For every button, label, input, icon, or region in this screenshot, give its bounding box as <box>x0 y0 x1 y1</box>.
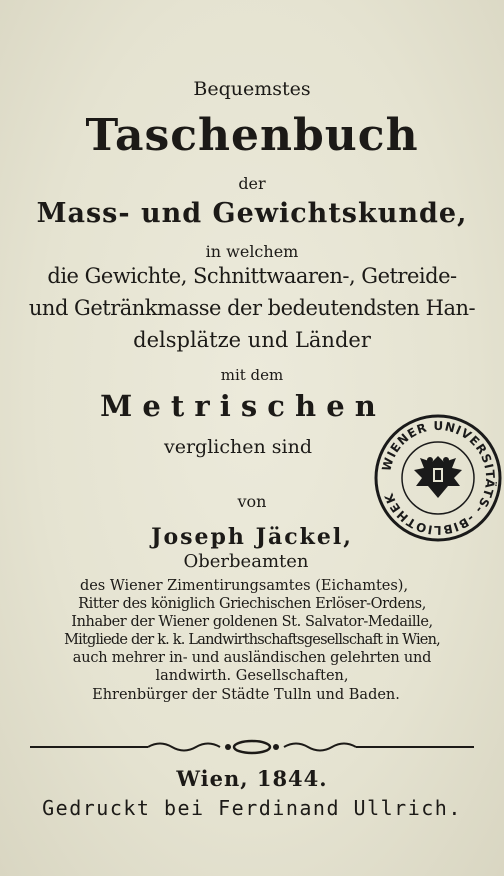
text-in-welchem: in welchem <box>205 242 299 261</box>
ornamental-separator <box>30 737 474 757</box>
printer-line: Gedruckt bei Ferdinand Ullrich. <box>42 796 462 820</box>
main-title: Taschenbuch <box>85 110 419 161</box>
text-mit-dem: mit dem <box>220 366 284 384</box>
metrischen-heading: M e t r i s c h e n <box>100 389 376 423</box>
desc-auch: auch mehrer in- und ausländischen gelehrten und <box>72 650 432 666</box>
desc-ritter: Ritter des königlich Griechischen Erlöser-Ordens, <box>78 596 426 612</box>
place-year: Wien, 1844. <box>176 766 328 791</box>
subject-title: Mass- und Gewichtskunde, <box>36 198 468 229</box>
desc-line-gewichte: die Gewichte, Schnittwaaren-, Getreide- <box>47 264 457 288</box>
desc-zimentirungsamt: des Wiener Zimentirungsamtes (Eichamtes), <box>79 578 409 594</box>
text-der: der <box>238 174 266 193</box>
desc-mitgliede: Mitgliede der k. k. Landwirthschaftsgesellschaft in Wien, <box>64 632 440 648</box>
desc-line-getraenkmasse: und Getränkmasse der bedeutendsten Han- <box>28 296 476 320</box>
desc-ehrenbuerger: Ehrenbürger der Städte Tulln und Baden. <box>92 687 400 703</box>
double-eagle-icon <box>414 456 462 498</box>
author-title: Oberbeamten <box>183 551 309 572</box>
text-von: von <box>237 492 267 511</box>
stamp-text-bottom: -BIBLIOTHEK <box>381 490 478 538</box>
library-stamp <box>372 412 504 544</box>
author-name: Joseph Jäckel, <box>151 524 353 550</box>
heading-bequemstes: Bequemstes <box>193 78 311 100</box>
text-verglichen: verglichen sind <box>163 436 312 458</box>
desc-line-handelsplaetze: delsplätze und Länder <box>133 328 371 352</box>
desc-landwirth: landwirth. Gesellschaften, <box>155 668 349 684</box>
stamp-text-top: WIENER <box>379 420 430 473</box>
stamp-text-right: UNIVERSITÄTS- <box>433 418 498 517</box>
desc-inhaber: Inhaber der Wiener goldenen St. Salvator-Medaille, <box>71 614 433 630</box>
